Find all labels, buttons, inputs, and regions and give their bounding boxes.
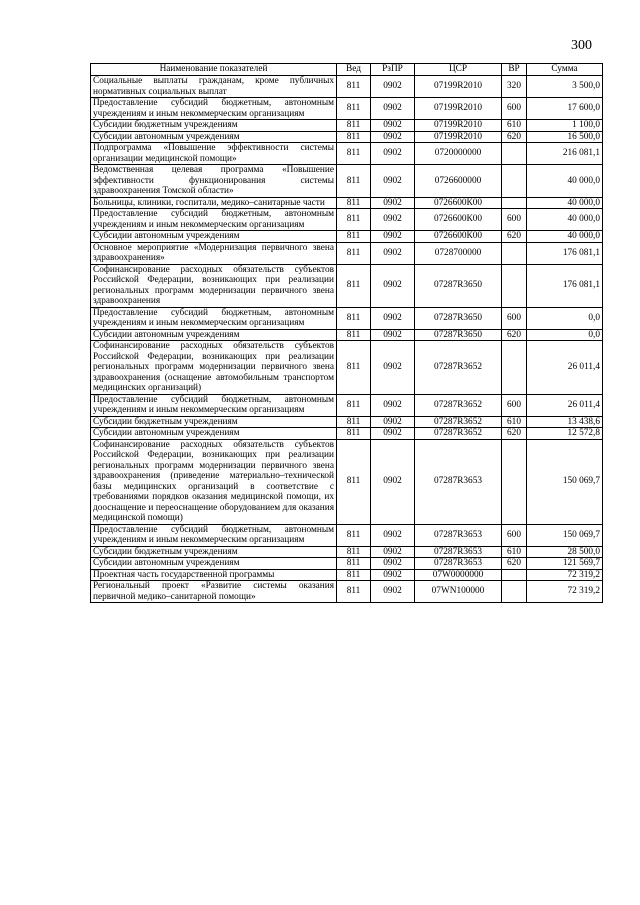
- cell-csr: 07WN100000: [415, 581, 502, 603]
- cell-ved: 811: [337, 394, 371, 416]
- cell-sum: 40 000,0: [527, 165, 603, 198]
- cell-csr: 07W0000000: [415, 569, 502, 581]
- cell-vr: 600: [502, 209, 527, 231]
- cell-ved: 811: [337, 231, 371, 243]
- table-row: [91, 569, 603, 581]
- cell-vr: [502, 581, 527, 603]
- table-row: [91, 307, 603, 329]
- header-csr: ЦСР: [415, 64, 502, 76]
- cell-ved: 811: [337, 307, 371, 329]
- cell-csr: 07287R3652: [415, 416, 502, 428]
- cell-rzpr: 0902: [371, 120, 415, 132]
- cell-csr: 07199R2010: [415, 131, 502, 143]
- cell-rzpr: 0902: [371, 524, 415, 546]
- table-header-row: [91, 64, 603, 76]
- header-name: Наименование показателей: [91, 64, 337, 76]
- cell-ved: 811: [337, 165, 371, 198]
- cell-name: Субсидии бюджетным учреждениям: [91, 120, 337, 132]
- table-row: [91, 131, 603, 143]
- cell-vr: 320: [502, 76, 527, 98]
- cell-vr: 600: [502, 98, 527, 120]
- cell-ved: 811: [337, 76, 371, 98]
- cell-sum: 150 069,7: [527, 439, 603, 524]
- cell-name: Предоставление субсидий бюджетным, автономным учреждениям и иным некоммерческим организациям: [91, 307, 337, 329]
- table-body: [91, 76, 603, 603]
- table-row: [91, 439, 603, 524]
- cell-ved: 811: [337, 197, 371, 209]
- cell-rzpr: 0902: [371, 416, 415, 428]
- cell-csr: 07199R2010: [415, 120, 502, 132]
- cell-csr: 07287R3650: [415, 307, 502, 329]
- table-row: [91, 341, 603, 395]
- table-row: [91, 76, 603, 98]
- cell-rzpr: 0902: [371, 394, 415, 416]
- cell-ved: 811: [337, 131, 371, 143]
- cell-name: Субсидии бюджетным учреждениям: [91, 416, 337, 428]
- header-sum: Сумма: [527, 64, 603, 76]
- table-row: [91, 416, 603, 428]
- cell-name: Предоставление субсидий бюджетным, автономным учреждениям и иным некоммерческим организациям: [91, 524, 337, 546]
- cell-vr: 610: [502, 546, 527, 558]
- cell-name: Основное мероприятие «Модернизация первичного звена здравоохранения»: [91, 242, 337, 264]
- cell-csr: 07287R3653: [415, 546, 502, 558]
- cell-vr: 600: [502, 524, 527, 546]
- cell-name: Проектная часть государственной программы: [91, 569, 337, 581]
- cell-rzpr: 0902: [371, 143, 415, 165]
- cell-rzpr: 0902: [371, 242, 415, 264]
- cell-csr: 0720000000: [415, 143, 502, 165]
- header-ved: Вед: [337, 64, 371, 76]
- cell-rzpr: 0902: [371, 264, 415, 307]
- cell-ved: 811: [337, 416, 371, 428]
- cell-rzpr: 0902: [371, 546, 415, 558]
- cell-name: Софинансирование расходных обязательств субъектов Российской Федерации, возникающих при реализации региональных программ модернизации первичного звена здравоохранения (приведение материально–технической базы медицинских организаций в соответствие с требованиями порядков оказания медицинской помощи, их дооснащение и переоснащение оборудованием для оказания медицинской помощи): [91, 439, 337, 524]
- cell-csr: 07287R3652: [415, 428, 502, 440]
- cell-csr: 07287R3652: [415, 394, 502, 416]
- cell-csr: 0726600000: [415, 165, 502, 198]
- cell-name: Предоставление субсидий бюджетным, автономным учреждениям и иным некоммерческим организациям: [91, 98, 337, 120]
- cell-csr: 0726600К00: [415, 231, 502, 243]
- table-row: [91, 558, 603, 570]
- cell-name: Ведомственная целевая программа «Повышение эффективности функционирования системы здравоохранения Томской области»: [91, 165, 337, 198]
- cell-ved: 811: [337, 546, 371, 558]
- cell-name: Субсидии автономным учреждениям: [91, 131, 337, 143]
- cell-vr: 620: [502, 558, 527, 570]
- cell-name: Субсидии автономным учреждениям: [91, 558, 337, 570]
- table-row: [91, 581, 603, 603]
- cell-vr: [502, 165, 527, 198]
- cell-rzpr: 0902: [371, 307, 415, 329]
- table-row: [91, 546, 603, 558]
- table-row: [91, 242, 603, 264]
- cell-ved: 811: [337, 558, 371, 570]
- cell-sum: 40 000,0: [527, 231, 603, 243]
- cell-rzpr: 0902: [371, 341, 415, 395]
- cell-vr: [502, 569, 527, 581]
- cell-rzpr: 0902: [371, 165, 415, 198]
- cell-ved: 811: [337, 428, 371, 440]
- table-row: [91, 524, 603, 546]
- cell-sum: 72 319,2: [527, 581, 603, 603]
- cell-name: Больницы, клиники, госпитали, медико–санитарные части: [91, 197, 337, 209]
- header-vr: ВР: [502, 64, 527, 76]
- cell-rzpr: 0902: [371, 76, 415, 98]
- cell-ved: 811: [337, 524, 371, 546]
- cell-vr: [502, 439, 527, 524]
- cell-ved: 811: [337, 98, 371, 120]
- cell-rzpr: 0902: [371, 581, 415, 603]
- cell-vr: 620: [502, 231, 527, 243]
- cell-vr: 600: [502, 394, 527, 416]
- cell-sum: 176 081,1: [527, 264, 603, 307]
- cell-name: Региональный проект «Развитие системы оказания первичной медико–санитарной помощи»: [91, 581, 337, 603]
- cell-ved: 811: [337, 439, 371, 524]
- table-row: [91, 394, 603, 416]
- cell-ved: 811: [337, 581, 371, 603]
- cell-sum: 13 438,6: [527, 416, 603, 428]
- cell-vr: [502, 197, 527, 209]
- cell-csr: 07287R3652: [415, 341, 502, 395]
- cell-rzpr: 0902: [371, 439, 415, 524]
- cell-vr: [502, 341, 527, 395]
- cell-ved: 811: [337, 341, 371, 395]
- cell-sum: 176 081,1: [527, 242, 603, 264]
- cell-name: Софинансирование расходных обязательств субъектов Российской Федерации, возникающих при реализации региональных программ модернизации первичного звена здравоохранения (оснащение автомобильным транспортом медицинских организаций): [91, 341, 337, 395]
- cell-rzpr: 0902: [371, 428, 415, 440]
- cell-name: Субсидии бюджетным учреждениям: [91, 546, 337, 558]
- cell-ved: 811: [337, 264, 371, 307]
- table-row: [91, 143, 603, 165]
- cell-vr: 610: [502, 120, 527, 132]
- cell-sum: 40 000,0: [527, 197, 603, 209]
- table-row: [91, 197, 603, 209]
- cell-csr: 0726600К00: [415, 197, 502, 209]
- cell-vr: [502, 242, 527, 264]
- cell-name: Субсидии автономным учреждениям: [91, 428, 337, 440]
- page-number: 300: [571, 38, 592, 53]
- cell-ved: 811: [337, 242, 371, 264]
- cell-vr: 610: [502, 416, 527, 428]
- cell-csr: 07199R2010: [415, 76, 502, 98]
- cell-csr: 07287R3650: [415, 329, 502, 341]
- cell-name: Субсидии автономным учреждениям: [91, 329, 337, 341]
- cell-sum: 150 069,7: [527, 524, 603, 546]
- table-row: [91, 120, 603, 132]
- cell-sum: 17 600,0: [527, 98, 603, 120]
- table-row: [91, 209, 603, 231]
- cell-name: Предоставление субсидий бюджетным, автономным учреждениям и иным некоммерческим организациям: [91, 394, 337, 416]
- cell-sum: 0,0: [527, 329, 603, 341]
- cell-vr: 620: [502, 428, 527, 440]
- header-rzpr: РзПР: [371, 64, 415, 76]
- cell-name: Субсидии автономным учреждениям: [91, 231, 337, 243]
- cell-ved: 811: [337, 569, 371, 581]
- cell-vr: 600: [502, 307, 527, 329]
- cell-csr: 07287R3653: [415, 558, 502, 570]
- cell-ved: 811: [337, 143, 371, 165]
- cell-rzpr: 0902: [371, 209, 415, 231]
- cell-sum: 216 081,1: [527, 143, 603, 165]
- cell-name: Софинансирование расходных обязательств субъектов Российской Федерации, возникающих при реализации региональных программ модернизации первичного звена здравоохранения: [91, 264, 337, 307]
- cell-vr: 620: [502, 329, 527, 341]
- table-row: [91, 264, 603, 307]
- cell-rzpr: 0902: [371, 131, 415, 143]
- cell-vr: 620: [502, 131, 527, 143]
- cell-csr: 07287R3653: [415, 439, 502, 524]
- cell-sum: 16 500,0: [527, 131, 603, 143]
- cell-vr: [502, 143, 527, 165]
- cell-name: Социальные выплаты гражданам, кроме публичных нормативных социальных выплат: [91, 76, 337, 98]
- table-row: [91, 98, 603, 120]
- cell-csr: 07199R2010: [415, 98, 502, 120]
- cell-rzpr: 0902: [371, 197, 415, 209]
- cell-rzpr: 0902: [371, 329, 415, 341]
- cell-sum: 121 569,7: [527, 558, 603, 570]
- cell-ved: 811: [337, 120, 371, 132]
- table-row: [91, 329, 603, 341]
- cell-rzpr: 0902: [371, 558, 415, 570]
- cell-sum: 26 011,4: [527, 394, 603, 416]
- cell-csr: 0728700000: [415, 242, 502, 264]
- cell-sum: 26 011,4: [527, 341, 603, 395]
- cell-name: Подпрограмма «Повышение эффективности системы организации медицинской помощи»: [91, 143, 337, 165]
- cell-sum: 40 000,0: [527, 209, 603, 231]
- budget-table: [90, 63, 603, 603]
- cell-sum: 3 500,0: [527, 76, 603, 98]
- table-row: [91, 231, 603, 243]
- cell-sum: 12 572,8: [527, 428, 603, 440]
- table-row: [91, 428, 603, 440]
- cell-sum: 1 100,0: [527, 120, 603, 132]
- cell-ved: 811: [337, 209, 371, 231]
- cell-vr: [502, 264, 527, 307]
- cell-rzpr: 0902: [371, 98, 415, 120]
- cell-sum: 72 319,2: [527, 569, 603, 581]
- cell-sum: 0,0: [527, 307, 603, 329]
- cell-rzpr: 0902: [371, 231, 415, 243]
- cell-csr: 07287R3650: [415, 264, 502, 307]
- cell-sum: 28 500,0: [527, 546, 603, 558]
- table-row: [91, 165, 603, 198]
- cell-csr: 07287R3653: [415, 524, 502, 546]
- cell-csr: 0726600К00: [415, 209, 502, 231]
- cell-rzpr: 0902: [371, 569, 415, 581]
- cell-name: Предоставление субсидий бюджетным, автономным учреждениям и иным некоммерческим организациям: [91, 209, 337, 231]
- cell-ved: 811: [337, 329, 371, 341]
